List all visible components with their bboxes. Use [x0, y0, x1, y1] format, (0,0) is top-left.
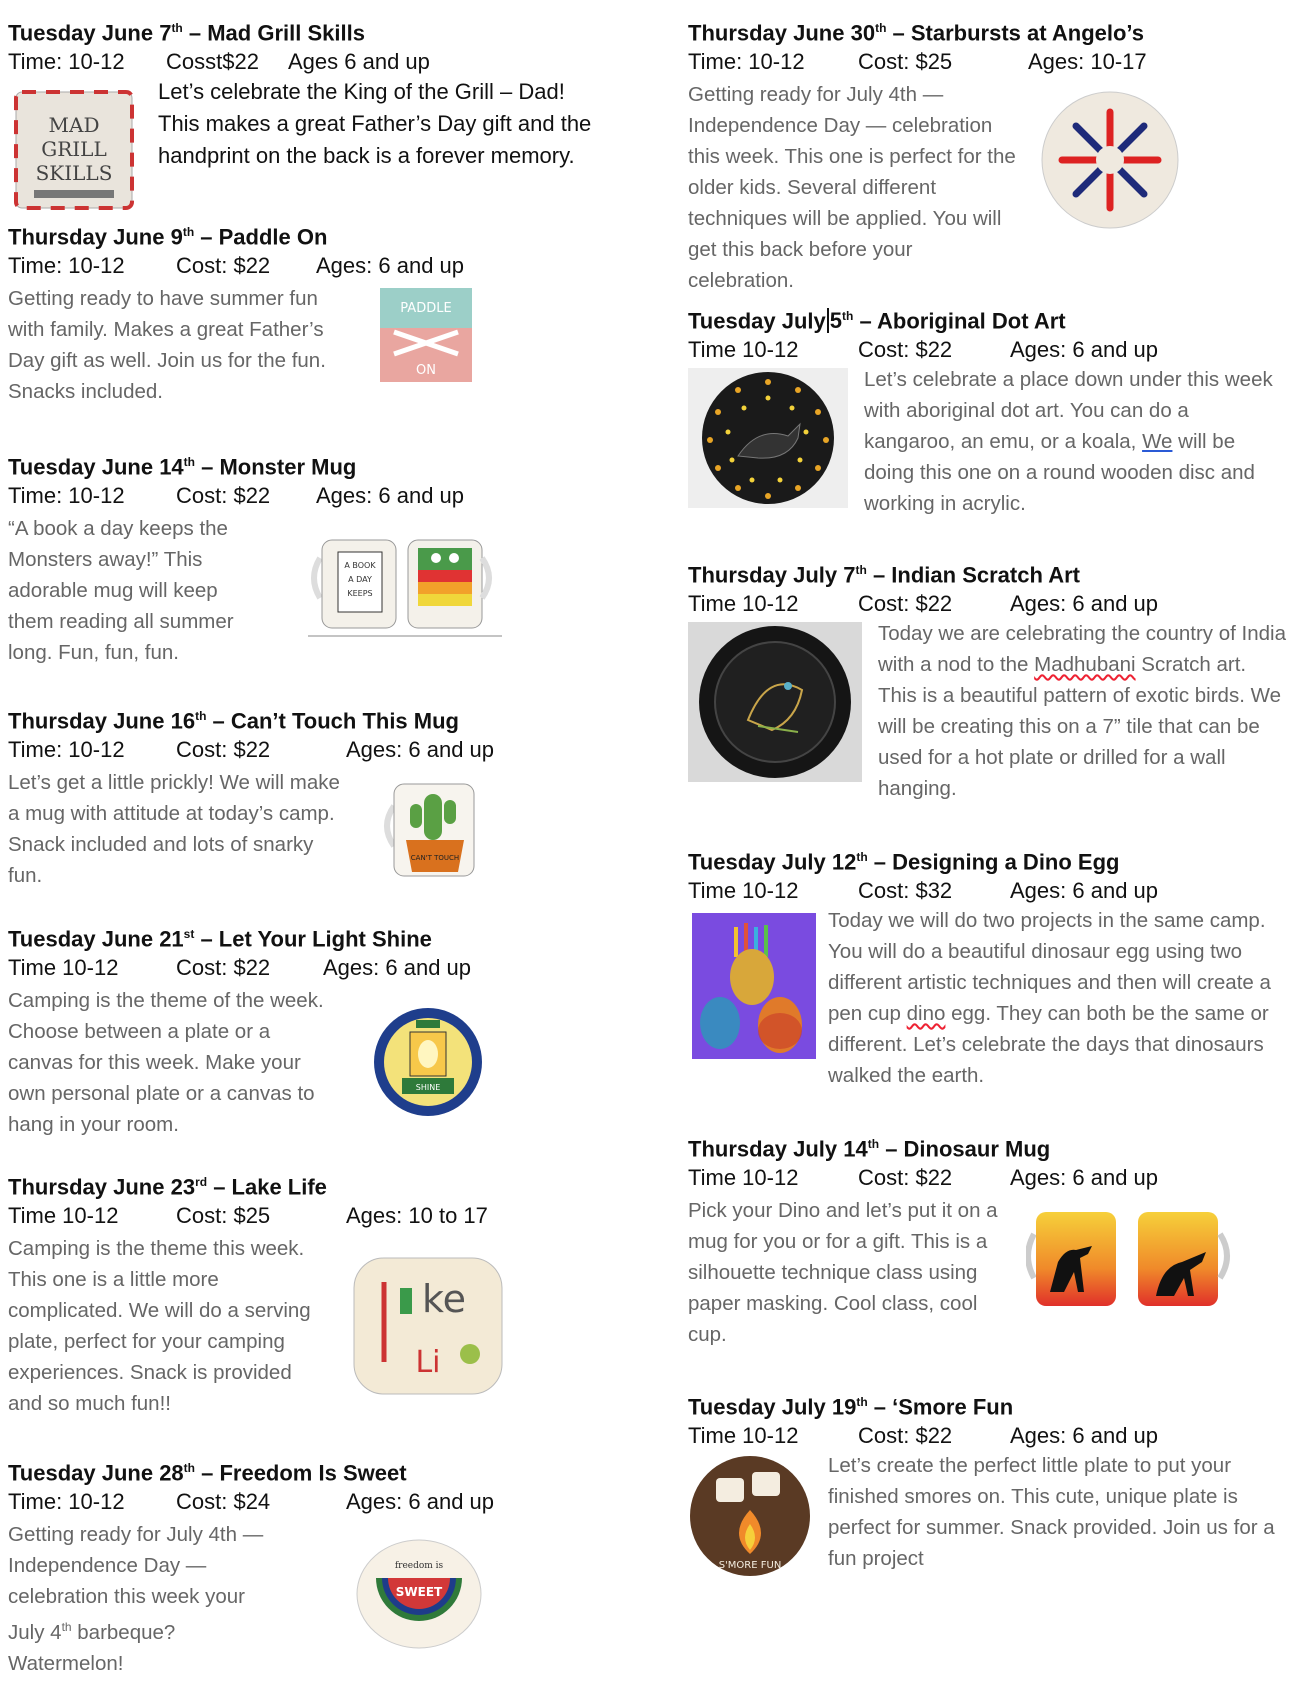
event-time: Time: 10-12: [688, 49, 805, 75]
event-description: Let’s create the perfect little plate to put your finished smores on. This cute, unique plate is perfect for summer. Snack provided. Join us for a fun project: [828, 1454, 1275, 1570]
event-time: Time 10-12: [688, 591, 799, 617]
kangaroo-dot-art-image: [688, 368, 848, 508]
event-title: Thursday July 14th – Dinosaur Mug: [688, 1136, 1051, 1162]
event-freedom-is-sweet: [8, 1454, 668, 1679]
event-ages: Ages: 6 and up: [1010, 878, 1159, 904]
event-ages: Ages: 6 and up: [316, 483, 465, 509]
event-meta: [688, 1163, 1288, 1195]
event-meta: [8, 251, 668, 283]
event-smore-fun: [688, 1388, 1288, 1571]
event-title: Tuesday June 7th – Mad Grill Skills: [8, 20, 365, 46]
svg-text:KEEPS: KEEPS: [347, 589, 373, 598]
event-aboriginal-dot-art: [688, 302, 1288, 515]
event-title: Tuesday July 12th – Designing a Dino Egg: [688, 849, 1120, 875]
event-description: Let’s get a little prickly! We will make a mug with attitude at today’s camp. Snack included and lots of snarky fun.: [8, 771, 340, 888]
event-dinosaur-mug: [688, 1130, 1288, 1350]
event-description: Getting ready for July 4th — Independence Day — celebration this week your July 4th barbeque? Watermelon!: [8, 1523, 264, 1676]
event-meta: [688, 335, 1288, 367]
event-meta: [8, 1487, 668, 1519]
event-description: Today we are celebrating the country of India with a nod to the Madhubani Scratch art. This is a beautiful pattern of exotic birds. We will be creating this on a 7” tile that can be used for a hot plate or drilled for a wall hanging.: [878, 622, 1286, 800]
dino-eggs-image: [692, 913, 816, 1059]
event-meta: [8, 735, 668, 767]
event-cost: Cost: $22: [176, 737, 271, 763]
event-description: Camping is the theme this week. This one is a little more complicated. We will do a serving plate, perfect for your camping experiences. Snack is provided and so much fun!!: [8, 1237, 311, 1416]
svg-text:A DAY: A DAY: [348, 575, 372, 584]
svg-text:CAN'T TOUCH: CAN'T TOUCH: [410, 854, 460, 862]
event-ages: Ages: 6 and up: [316, 253, 465, 279]
event-ages: Ages: 6 and up: [1010, 1423, 1159, 1449]
svg-text:ON: ON: [416, 363, 436, 378]
svg-text:GRILL: GRILL: [41, 137, 107, 161]
event-time: Time 10-12: [688, 878, 799, 904]
paddle-on-image: [380, 288, 472, 382]
event-cost: Cost: $22: [858, 1423, 953, 1449]
monster-mug-image: [308, 534, 502, 638]
event-meta: [688, 1421, 1288, 1453]
event-meta: [8, 953, 668, 985]
event-title: Tuesday July 19th – ‘Smore Fun: [688, 1394, 1014, 1420]
event-cost: Cost: $25: [858, 49, 953, 75]
event-designing-a-dino-egg: [688, 843, 1288, 1087]
lake-life-plate-image: [348, 1252, 508, 1400]
mad-grill-skills-image: [10, 86, 138, 214]
event-time: Time 10-12: [688, 1423, 799, 1449]
event-cost: Cost: $22: [858, 1165, 953, 1191]
event-meta: [688, 876, 1288, 908]
event-time: Time 10-12: [688, 1165, 799, 1191]
event-title: Tuesday June 14th – Monster Mug: [8, 454, 357, 480]
event-ages: Ages: 6 and up: [1010, 591, 1159, 617]
event-ages: Ages: 6 and up: [1010, 1165, 1159, 1191]
smore-plate-image: [688, 1454, 812, 1578]
event-description: Let’s celebrate a place down under this week with aboriginal dot art. You can do a kangaroo, an emu, or a koala, We will be doing this one on a round wooden disc and working in acrylic.: [864, 368, 1273, 515]
event-description: Getting ready to have summer fun with family. Makes a great Father’s Day gift as well. Join us for the fun. Snacks included.: [8, 287, 326, 404]
event-ages: Ages 6 and up: [288, 49, 430, 75]
event-cost: Cost: $25: [176, 1203, 271, 1229]
event-ages: Ages: 10 to 17: [346, 1203, 488, 1229]
event-cost: Cost: $22: [858, 591, 953, 617]
dinosaur-mugs-image: [1026, 1206, 1242, 1310]
event-description: Getting ready for July 4th — Independence Day — celebration this week. This one is perfect for the older kids. Several different techniques will be applied. You will get this back before your celebration.: [688, 83, 1016, 293]
event-meta: [688, 589, 1288, 621]
event-cost: Cosst$22: [166, 49, 259, 75]
watermelon-plate-image: [354, 1538, 484, 1650]
event-meta: [8, 481, 668, 513]
event-paddle-on: [8, 218, 668, 407]
event-title: Thursday June 16th – Can’t Touch This Mug: [8, 708, 459, 734]
svg-text:ke: ke: [421, 1277, 467, 1321]
event-description: “A book a day keeps the Monsters away!” This adorable mug will keep them reading all summer long. Fun, fun, fun.: [8, 517, 234, 665]
starburst-plate-image: [1040, 90, 1180, 230]
cactus-mug-image: [380, 780, 492, 880]
svg-text:MAD: MAD: [48, 113, 100, 137]
event-cost: Cost: $32: [858, 878, 953, 904]
svg-text:Li: Li: [415, 1345, 441, 1380]
svg-text:A BOOK: A BOOK: [344, 561, 376, 570]
event-ages: Ages: 6 and up: [323, 955, 472, 981]
event-time: Time: 10-12: [8, 737, 125, 763]
svg-text:freedom is: freedom is: [394, 1561, 444, 1571]
event-time: Time: 10-12: [8, 253, 125, 279]
svg-text:PADDLE: PADDLE: [400, 301, 452, 316]
svg-text:S'MORE FUN: S'MORE FUN: [718, 1560, 782, 1571]
event-title: Tuesday June 28th – Freedom Is Sweet: [8, 1460, 407, 1486]
event-title: Thursday June 23rd – Lake Life: [8, 1174, 327, 1200]
event-ages: Ages: 10-17: [1028, 49, 1147, 75]
event-time: Time 10-12: [8, 955, 119, 981]
event-let-your-light-shine: [8, 920, 668, 1140]
event-meta: [688, 47, 1288, 79]
event-time: Time: 10-12: [8, 483, 125, 509]
event-cost: Cost: $22: [176, 253, 271, 279]
event-monster-mug: [8, 448, 668, 668]
event-ages: Ages: 6 and up: [346, 737, 495, 763]
event-time: Time 10-12: [8, 1203, 119, 1229]
event-cant-touch-this-mug: [8, 702, 668, 891]
event-cost: Cost: $24: [176, 1489, 271, 1515]
svg-text:SWEET: SWEET: [395, 1585, 443, 1599]
event-cost: Cost: $22: [176, 483, 271, 509]
event-description: Let’s celebrate the King of the Grill – Dad! This makes a great Father’s Day gift and the handprint on the back is a forever memory.: [158, 79, 592, 168]
svg-text:SKILLS: SKILLS: [35, 161, 113, 185]
event-cost: Cost: $22: [176, 955, 271, 981]
event-description: Camping is the theme of the week. Choose between a plate or a canvas for this week. Make your own personal plate or a canvas to hang in your room.: [8, 989, 324, 1137]
event-title: Tuesday July 5th – Aboriginal Dot Art: [688, 308, 1066, 334]
event-ages: Ages: 6 and up: [1010, 337, 1159, 363]
scratch-art-plate-image: [688, 622, 862, 782]
event-ages: Ages: 6 and up: [346, 1489, 495, 1515]
event-title: Thursday July 7th – Indian Scratch Art: [688, 562, 1080, 588]
event-title: Thursday June 9th – Paddle On: [8, 224, 328, 250]
event-indian-scratch-art: [688, 556, 1288, 800]
event-time: Time: 10-12: [8, 1489, 125, 1515]
event-description: Today we will do two projects in the same camp. You will do a beautiful dinosaur egg using two different artistic techniques and then will create a pen cup dino egg. They can both be the same or different. Let’s celebrate the days that dinosaurs walked the earth.: [828, 909, 1271, 1087]
svg-text:SHINE: SHINE: [415, 1083, 441, 1092]
event-time: Time 10-12: [688, 337, 799, 363]
event-title: Tuesday June 21st – Let Your Light Shine: [8, 926, 432, 952]
event-meta: [8, 47, 668, 79]
event-lake-life: [8, 1168, 668, 1419]
lantern-plate-image: [372, 1006, 484, 1118]
event-time: Time: 10-12: [8, 49, 125, 75]
event-meta: [8, 1201, 668, 1233]
event-starbursts-at-angelos: [688, 14, 1288, 296]
event-cost: Cost: $22: [858, 337, 953, 363]
event-mad-grill-skills: [8, 14, 668, 185]
event-description: Pick your Dino and let’s put it on a mug for you or for a gift. This is a silhouette technique class using paper masking. Cool class, cool cup.: [688, 1199, 998, 1347]
event-title: Thursday June 30th – Starbursts at Angelo’s: [688, 20, 1144, 46]
